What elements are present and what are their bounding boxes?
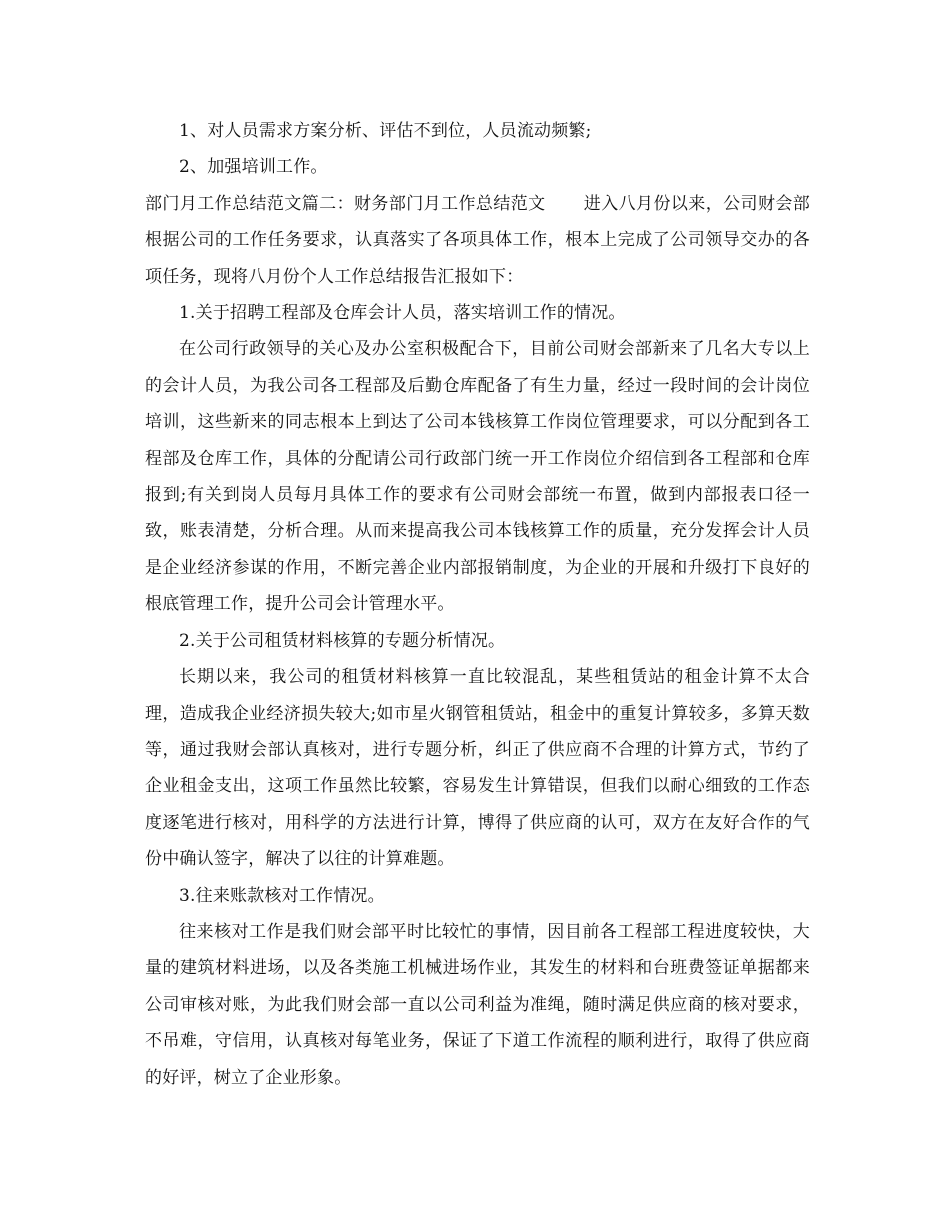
list-item: 1、对人员需求方案分析、评估不到位，人员流动频繁; bbox=[179, 121, 592, 141]
article-heading-paragraph bbox=[145, 186, 810, 295]
article-intro: 进入八月份以来，公司财会部根据公司的工作任务要求，认真落实了各项具体工作，根本上完成了公司领导交办的各项任务，现将八月份个人工作总结报告汇报如下： bbox=[145, 193, 810, 287]
section-heading: 1.关于招聘工程部及仓库会计人员，落实培训工作的情况。 bbox=[179, 303, 626, 324]
article-title: 部门月工作总结范文篇二：财务部门月工作总结范文 bbox=[145, 193, 546, 214]
section-paragraph: 往来核对工作是我们财会部平时比较忙的事情，因目前各工程部工程进度较快，大量的建筑材料进场，以及各类施工机械进场作业，其发生的材料和台班费签证单据都来公司审核对账，为此我们财会部一直以公司利益为准绳，随时满足供应商的核对要求，不吊难，守信用，认真核对每笔业务，保证了下道工作流程的顺利进行，取得了供应商的好评，树立了企业形象。 bbox=[145, 921, 810, 1088]
document-body bbox=[145, 113, 810, 1096]
section-paragraph: 长期以来，我公司的租赁材料核算一直比较混乱，某些租赁站的租金计算不太合理，造成我企业经济损失较大;如市星火钢管租赁站，租金中的重复计算较多，多算天数等，通过我财会部认真核对，进行专题分析，纠正了供应商不合理的计算方式，节约了企业租金支出，这项工作虽然比较繁，容易发生计算错误，但我们以耐心细致的工作态度逐笔进行核对，用科学的方法进行计算，博得了供应商的认可，双方在友好合作的气份中确认签字，解决了以往的计算难题。 bbox=[145, 667, 810, 870]
section-heading: 3.往来账款核对工作情况。 bbox=[179, 885, 385, 906]
section-paragraph: 在公司行政领导的关心及办公室积极配合下，目前公司财会部新来了几名大专以上的会计人员，为我公司各工程部及后勤仓库配备了有生力量，经过一段时间的会计岗位培训，这些新来的同志根本上到达了公司本钱核算工作岗位管理要求，可以分配到各工程部及仓库工作，具体的分配请公司行政部门统一开工作岗位介绍信到各工程部和仓库报到;有关到岗人员每月具体工作的要求有公司财会部统一布置，做到内部报表口径一致，账表清楚，分析合理。从而来提高我公司本钱核算工作的质量，充分发挥会计人员是企业经济参谋的作用，不断完善企业内部报销制度，为企业的开展和升级打下良好的根底管理工作，提升公司会计管理水平。 bbox=[145, 339, 810, 615]
section-heading: 2.关于公司租赁材料核算的专题分析情况。 bbox=[179, 630, 506, 651]
list-item: 2、加强培训工作。 bbox=[179, 157, 328, 178]
